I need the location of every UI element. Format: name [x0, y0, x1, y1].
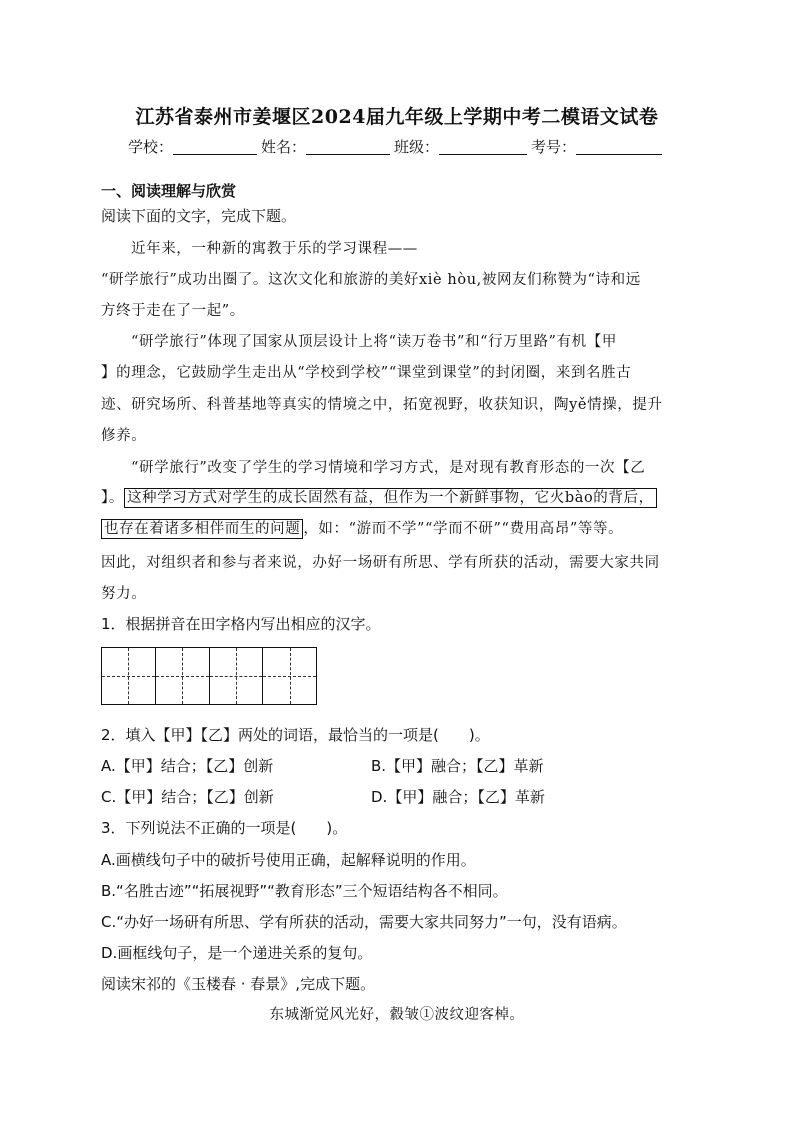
q3-option-c[interactable]: C.“办好一场研有所思、学有所获的活动，需要大家共同努力”一句，没有语病。: [101, 913, 627, 931]
poem-line: 东城渐觉风光好，縠皱①波纹迎客棹。: [269, 1007, 525, 1023]
q2-option-c[interactable]: C.【甲】结合；【乙】创新: [101, 788, 274, 806]
student-info-line: [0, 136, 794, 157]
passage-line: 】的理念，它鼓励学生走出从“学校到学校”“课堂到课堂”的封闭圈，来到名胜古: [101, 365, 632, 381]
school-label: 学校：: [127, 138, 173, 156]
passage-text: ，如：“游而不学”“学而不研”“费用高昂”等等。: [303, 521, 624, 537]
passage-line: 迹、研究场所、科普基地等真实的情境之中，拓宽视野，收获知识，陶yě情操，提升: [101, 397, 663, 413]
q3-option-b[interactable]: B.“名胜古迹”“拓展视野”“教育形态”三个短语结构各不相同。: [101, 882, 508, 900]
section-heading: 一、阅读理解与欣赏: [101, 182, 237, 200]
name-label: 姓名：: [260, 138, 306, 156]
q2-option-b[interactable]: B.【甲】融合；【乙】革新: [371, 757, 544, 775]
passage-line: “研学旅行”改变了学生的学习情境和学习方式，是对现有教育形态的一次【乙: [131, 460, 646, 476]
passage-line: 努力。: [101, 586, 147, 602]
passage-line: [101, 486, 657, 507]
q3-option-d[interactable]: D.画框线句子，是一个递进关系的复句。: [101, 944, 373, 962]
question-1: 1．根据拼音在田字格内写出相应的汉字。: [101, 615, 381, 633]
passage-line: “研学旅行”体现了国家从顶层设计上将“读万卷书”和“行万里路”有机【甲: [131, 334, 617, 350]
question-3: 3．下列说法不正确的一项是( )。: [101, 819, 348, 837]
q2-option-a[interactable]: A.【甲】结合；【乙】创新: [101, 757, 274, 775]
q3-option-a[interactable]: A.画横线句子中的破折号使用正确，起解释说明的作用。: [101, 851, 476, 869]
exam-title: 江苏省泰州市姜堰区2024届九年级上学期中考二模语文试卷: [135, 106, 659, 128]
q2-option-d[interactable]: D.【甲】融合；【乙】革新: [371, 788, 545, 806]
number-blank[interactable]: [576, 139, 662, 155]
boxed-sentence: 也存在着诸多相伴而生的问题: [101, 519, 303, 539]
grid-cell[interactable]: [263, 648, 316, 704]
grid-cell[interactable]: [156, 648, 210, 704]
passage-line: 近年来，一种新的寓教于乐的学习课程——: [131, 241, 418, 257]
passage-text: 】。: [101, 490, 124, 506]
name-blank[interactable]: [306, 139, 390, 155]
instruction-1: 阅读下面的文字，完成下题。: [101, 207, 297, 225]
passage-line: 方终于走在了一起”。: [101, 303, 245, 319]
passage-line: 修养。: [101, 428, 147, 444]
passage-line: “研学旅行”成功出圈了。这次文化和旅游的美好xiè hòu,被网友们称赞为“诗和远: [101, 272, 641, 288]
grid-cell[interactable]: [210, 648, 264, 704]
school-blank[interactable]: [173, 139, 257, 155]
passage-line: 因此，对组织者和参与者来说，办好一场研有所思、学有所获的活动，需要大家共同: [101, 555, 660, 571]
class-label: 班级：: [394, 138, 440, 156]
grid-cell[interactable]: [102, 648, 156, 704]
passage-line: [101, 517, 623, 538]
class-blank[interactable]: [439, 139, 527, 155]
number-label: 考号：: [531, 138, 577, 156]
instruction-2: 阅读宋祁的《玉楼春 · 春景》,完成下题。: [101, 975, 376, 993]
boxed-sentence: 这种学习方式对学生的成长固然有益，但作为一个新鲜事物，它火bào的背后，: [124, 488, 657, 508]
tianzige-grid[interactable]: [101, 647, 317, 705]
question-2: 2．填入【甲】【乙】两处的词语，最恰当的一项是( )。: [101, 726, 490, 744]
